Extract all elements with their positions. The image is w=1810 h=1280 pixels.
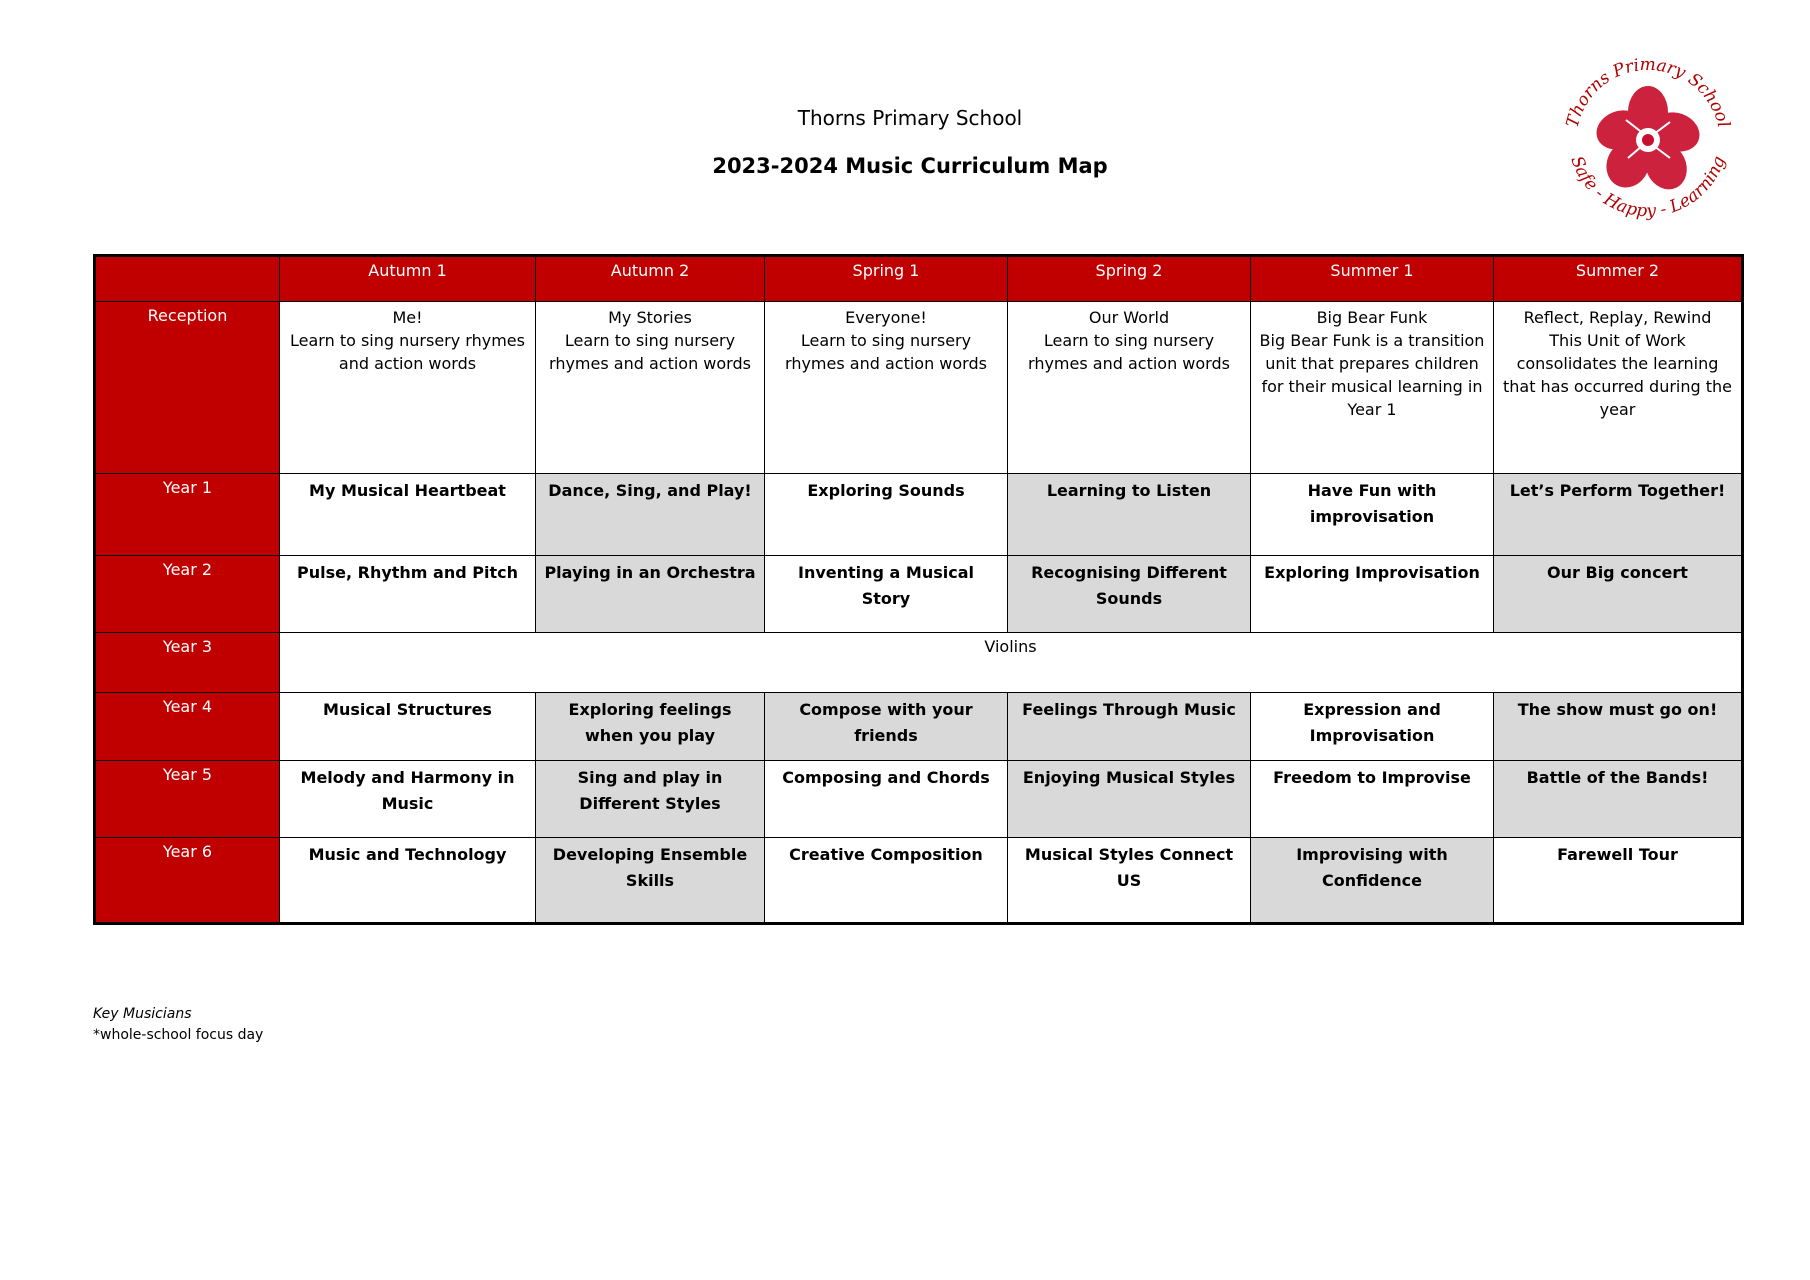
year-label: Year 5: [95, 761, 280, 838]
term-spring-2: Spring 2: [1008, 256, 1251, 302]
unit-cell: Everyone! Learn to sing nursery rhymes and action words: [765, 302, 1008, 474]
unit-cell: Battle of the Bands!: [1494, 761, 1743, 838]
unit-cell: Composing and Chords: [765, 761, 1008, 838]
unit-cell: Music and Technology: [280, 838, 536, 924]
document-title: 2023-2024 Music Curriculum Map: [712, 154, 1108, 178]
unit-cell: Sing and play in Different Styles: [536, 761, 765, 838]
unit-cell: Learning to Listen: [1008, 474, 1251, 556]
unit-cell: Musical Styles Connect US: [1008, 838, 1251, 924]
unit-cell: Dance, Sing, and Play!: [536, 474, 765, 556]
unit-cell: Enjoying Musical Styles: [1008, 761, 1251, 838]
table-row-year-5: [95, 761, 1743, 838]
unit-cell: Our World Learn to sing nursery rhymes and action words: [1008, 302, 1251, 474]
unit-cell-violins: Violins: [280, 633, 1743, 693]
year-label: Year 3: [95, 633, 280, 693]
unit-cell: Farewell Tour: [1494, 838, 1743, 924]
term-spring-1: Spring 1: [765, 256, 1008, 302]
table-row-year-1: [95, 474, 1743, 556]
unit-cell: Playing in an Orchestra: [536, 556, 765, 633]
unit-cell: Improvising with Confidence: [1251, 838, 1494, 924]
year-label: Year 4: [95, 693, 280, 761]
unit-cell: Our Big concert: [1494, 556, 1743, 633]
unit-cell: Me! Learn to sing nursery rhymes and action words: [280, 302, 536, 474]
unit-cell: Feelings Through Music: [1008, 693, 1251, 761]
corner-cell: [95, 256, 280, 302]
table-row-reception: [95, 302, 1743, 474]
unit-cell: Developing Ensemble Skills: [536, 838, 765, 924]
table-row-year-3: [95, 633, 1743, 693]
key-label: Key Musicians: [93, 1006, 192, 1022]
unit-cell: Inventing a Musical Story: [765, 556, 1008, 633]
term-summer-2: Summer 2: [1494, 256, 1743, 302]
unit-cell: Melody and Harmony in Music: [280, 761, 536, 838]
logo-motto: Safe - Happy - Learning: [1566, 153, 1730, 222]
focus-day-note: *whole-school focus day: [93, 1027, 264, 1043]
unit-cell: Exploring Sounds: [765, 474, 1008, 556]
unit-cell: Have Fun with improvisation: [1251, 474, 1494, 556]
year-label: Year 6: [95, 838, 280, 924]
unit-cell: Compose with your friends: [765, 693, 1008, 761]
term-autumn-1: Autumn 1: [280, 256, 536, 302]
year-label: Reception: [95, 302, 280, 474]
unit-cell: The show must go on!: [1494, 693, 1743, 761]
unit-cell: My Musical Heartbeat: [280, 474, 536, 556]
unit-cell: Musical Structures: [280, 693, 536, 761]
unit-cell: Big Bear Funk Big Bear Funk is a transition unit that prepares children for their musical learning in Year 1: [1251, 302, 1494, 474]
table-row-year-4: [95, 693, 1743, 761]
school-logo: [1548, 42, 1748, 242]
unit-cell: Expression and Improvisation: [1251, 693, 1494, 761]
school-name: Thorns Primary School: [797, 106, 1023, 130]
unit-cell: Exploring feelings when you play: [536, 693, 765, 761]
logo-name: Thorns Primary School: [1562, 54, 1734, 130]
unit-cell: Creative Composition: [765, 838, 1008, 924]
table-row-year-2: [95, 556, 1743, 633]
unit-cell: Pulse, Rhythm and Pitch: [280, 556, 536, 633]
term-header-row: [95, 256, 1743, 302]
unit-cell: Let’s Perform Together!: [1494, 474, 1743, 556]
table-row-year-6: [95, 838, 1743, 924]
unit-cell: Reflect, Replay, Rewind This Unit of Work consolidates the learning that has occurred during the year: [1494, 302, 1743, 474]
unit-cell: My Stories Learn to sing nursery rhymes and action words: [536, 302, 765, 474]
year-label: Year 1: [95, 474, 280, 556]
unit-cell: Exploring Improvisation: [1251, 556, 1494, 633]
flower-icon: [1591, 86, 1705, 196]
term-autumn-2: Autumn 2: [536, 256, 765, 302]
year-label: Year 2: [95, 556, 280, 633]
term-summer-1: Summer 1: [1251, 256, 1494, 302]
footer-notes: [93, 1004, 263, 1046]
curriculum-table: [93, 254, 1744, 925]
unit-cell: Recognising Different Sounds: [1008, 556, 1251, 633]
unit-cell: Freedom to Improvise: [1251, 761, 1494, 838]
